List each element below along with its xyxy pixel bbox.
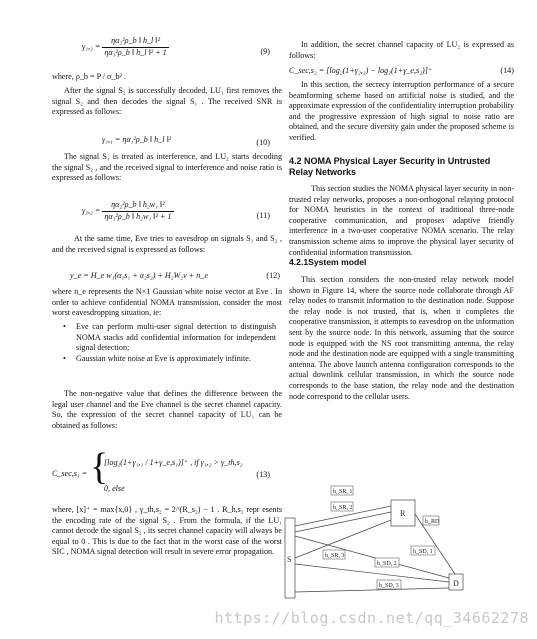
section-heading-4-2: 4.2 NOMA Physical Layer Security in Untrusted Relay Networks bbox=[289, 156, 491, 177]
eq12-number: (12) bbox=[266, 271, 280, 280]
rho-definition: where, ρ_b = P / σ_b² . bbox=[52, 72, 126, 81]
paragraph-secrecy-interruption: In this section, the secrecy interruption performance of a secure beamforming scheme based on artificial noise is studied, and the approximate expression of the confidentiality interruption probability and the progressive expression of high signal to noise ratio are obtained, and the secure diversity gain under the proposed scheme is verified. bbox=[289, 80, 514, 142]
paragraph-secret-capacity: The non-negative value that defines the difference between the legal user channel and the Eve channel is the secret channel capacity. So, the expression of the secret channel capacity of LU₁ can be obtained as follows: bbox=[52, 389, 282, 430]
eq13-case-1: [log₂(1+γ₁,₁ / 1+γ_e,s₁)]⁺ , if γ₁,₂ > γ_th,s₂ bbox=[104, 458, 243, 467]
text-hsd1: h_SD, 1 bbox=[413, 549, 433, 555]
eq10-number: (10) bbox=[256, 138, 270, 147]
eq9-lhs: γ₁,₂ = bbox=[82, 41, 101, 51]
eq9-fraction bbox=[102, 36, 168, 58]
eq13-number: (13) bbox=[256, 470, 270, 479]
paragraph-lu2-capacity: In addition, the secret channel capacity of LU₂ is expressed as follows: bbox=[289, 40, 514, 60]
eq11-lhs: γ₂,₂ = bbox=[82, 205, 101, 215]
paragraph-system-model: This section considers the non-trusted relay network model shown in Figure 14, where the source node collaborate through AF relay nodes to transmit information to the destination node. Suppose the relay node is not trusted, that is, when it completes the cooperative transmission, it attempts to eavesdrop on the information sent by the source node. In this network, assuming that the source node is equipped with the NS root transmitting antenna, the relay node and the destination node are equipped with a single transmitting antenna. The above launch antenna configuration corresponds to the actual downlink cellular transmission, in which the source node corresponds to the base station, the relay node and the destination node correspond to the cellular users. bbox=[289, 275, 514, 401]
bullet-gaussian-infinite: • Gaussian white noise at Eve is approximately infinite. bbox=[60, 354, 276, 365]
label-source: S bbox=[287, 555, 292, 564]
text-hrd: h_RD bbox=[425, 519, 440, 525]
eq14-number: (14) bbox=[500, 66, 514, 75]
eq13-brace: { bbox=[90, 446, 109, 488]
relay-network-figure bbox=[283, 454, 513, 609]
label-relay: R bbox=[400, 509, 406, 518]
eq11-fraction bbox=[102, 200, 173, 222]
csdn-watermark: https://blog.csdn.net/qq_34662278 bbox=[214, 609, 529, 627]
paragraph-decoding-s1: After the signal S₂ is successfully decoded, LU₁ first removes the signal S₂ and then decodes the signal S₁ . The received SNR is expressed as follows: bbox=[52, 86, 282, 117]
equation-10: γ₁,₁ = ηα₁²ρ_b ‖ h_l ‖² bbox=[102, 135, 172, 144]
text-hsr2: h_SR, 2 bbox=[333, 505, 353, 511]
relay-network-diagram bbox=[283, 454, 513, 604]
equation-9 bbox=[82, 36, 169, 58]
paragraph-eve-eavesdrop: At the same time, Eve tries to eavesdrop on signals S₁ and S₂ , and the received signal is expressed as follows: bbox=[52, 234, 282, 254]
eq9-denominator: ηα₁²ρ_b ‖ h_l ‖² + 1 bbox=[104, 47, 167, 57]
worst-case-list bbox=[60, 322, 276, 364]
paragraph-untrusted-relay: This section studies the NOMA physical layer security in non-trusted relay networks, proposes a non-orthogonal relaying protocol for NOMA heuristics in the context of traditional three-node cooperative communication, and proposes adaptive friendly interference in a two-user cooperative NOMA scenario. The relay transmission scheme aims to improve the physical layer security of confidential information transmission. bbox=[289, 184, 514, 257]
eq11-numerator: ηα₂²ρ_b ‖ h₂w₁ ‖² bbox=[102, 200, 173, 212]
eq11-denominator: ηα₁²ρ_b ‖ h₂w₁ ‖² + 1 bbox=[104, 211, 172, 221]
equation-11 bbox=[82, 200, 174, 222]
link-sd-3 bbox=[295, 588, 449, 592]
text-hsd3: h_SD, 3 bbox=[379, 583, 399, 589]
text-hsd2: h_SD, 2 bbox=[377, 561, 397, 567]
text-hsr1: h_SR, 1 bbox=[333, 489, 353, 495]
bullet-multiuser-detection: • Eve can perform multi-user signal detection to distinguish NOMA stacks add confidential information for independent signal detection; bbox=[60, 322, 276, 354]
subsection-heading-4-2-1: 4.2.1System model bbox=[289, 257, 367, 267]
link-sr-2 bbox=[295, 512, 391, 532]
paragraph-max-definition: where, [x]⁺ = max{x,0} , γ_th,s₂ = 2^(R_s₂) − 1 . R_h,s₂ repr esents the encoding rate of the signal S₂ . From the formula, if the LU₁ cannot decode the signal S₂ , its secret channel capacity will always be equal to 0 . This is due to the fact that in the worst case of the worst SIC , NOMA signal detection will result in severe error propagation. bbox=[52, 505, 282, 557]
paragraph-lu2-decoding: The signal S₁ is treated as interference, and LU₂ starts decoding the signal S₂ , and the received signal to interference and noise ratio is expressed as follows: bbox=[52, 152, 282, 183]
equation-14: C_sec,s₂ = [log₂(1+γ₂,₂) − log₂(1+γ_e,s₂)]⁺ bbox=[289, 66, 433, 75]
link-sd-1 bbox=[295, 536, 449, 578]
link-sd-2 bbox=[295, 564, 449, 582]
eq9-number: (9) bbox=[260, 47, 270, 56]
eq11-number: (11) bbox=[256, 211, 270, 220]
text-hsr3: h_SR, 3 bbox=[325, 553, 345, 559]
paragraph-gaussian-noise: where n_e represents the N×1 Gaussian white noise vector at Eve . In order to achieve confidential NOMA transmission, consider the most worst eavesdropping situation, ie: bbox=[52, 287, 282, 318]
eq13-case-2: 0, else bbox=[104, 484, 125, 493]
eq13-lhs: C_sec,s₁ = bbox=[52, 469, 88, 478]
label-destination: D bbox=[453, 579, 459, 588]
eq9-numerator: ηα₂²ρ_b ‖ h_l ‖² bbox=[102, 36, 168, 48]
equation-12: y_e = H_e w₁(α₁s₁ + α₂s₂) + H₂W₂v + n_e bbox=[70, 271, 208, 280]
